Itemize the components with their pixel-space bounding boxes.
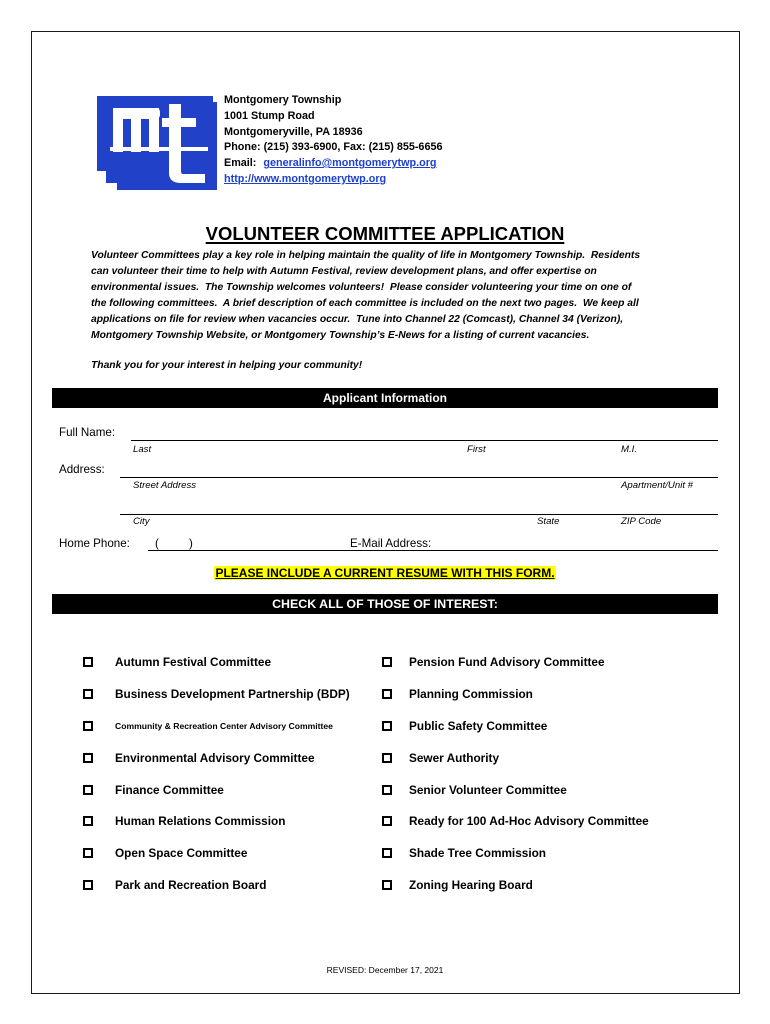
first-name-caption: First <box>467 444 486 455</box>
interest-option <box>382 774 718 806</box>
interest-option <box>382 869 718 901</box>
contact-block <box>224 93 442 188</box>
interest-option <box>83 710 378 742</box>
page-title-text: VOLUNTEER COMMITTEE APPLICATION <box>205 223 565 244</box>
township-logo-graphic <box>96 95 218 191</box>
interest-label: Human Relations Commission <box>115 814 286 829</box>
interest-label: Public Safety Committee <box>409 718 548 733</box>
last-name-caption: Last <box>133 444 152 455</box>
interest-option <box>83 837 378 869</box>
interest-checkbox[interactable] <box>83 785 93 795</box>
street-address-caption: Street Address <box>133 480 197 491</box>
interest-checkbox[interactable] <box>83 657 93 667</box>
interest-option <box>83 742 378 774</box>
intro-line: environmental issues. The Township welcomes volunteers! Please consider volunteering your time on one of <box>91 282 632 293</box>
resume-notice-text: PLEASE INCLUDE A CURRENT RESUME WITH THIS FORM. <box>215 566 555 580</box>
interest-checkbox[interactable] <box>83 816 93 826</box>
email-label: Email: <box>224 157 257 170</box>
interest-checkbox[interactable] <box>382 657 392 667</box>
interest-checkbox[interactable] <box>83 753 93 763</box>
interest-label: Community & Recreation Center Advisory Committee <box>115 720 333 731</box>
interest-label: Pension Fund Advisory Committee <box>409 654 605 669</box>
website-link[interactable]: http://www.montgomerytwp.org <box>224 172 387 185</box>
interest-option <box>83 869 378 901</box>
middle-initial-caption: M.I. <box>621 444 637 455</box>
interest-checkbox[interactable] <box>83 689 93 699</box>
interest-checkbox[interactable] <box>382 753 392 763</box>
interest-label: Open Space Committee <box>115 846 248 861</box>
interest-list-left <box>83 646 378 901</box>
interest-checkbox[interactable] <box>83 880 93 890</box>
intro-line: Montgomery Township Website, or Montgomery Township’s E-News for a listing of current vacancies. <box>91 330 590 341</box>
intro-line: applications on file for review when vacancies occur. Tune into Channel 22 (Comcast), Channel 34 (Verizon), <box>91 314 624 325</box>
interest-label: Shade Tree Commission <box>409 846 547 861</box>
interest-label: Environmental Advisory Committee <box>115 750 315 765</box>
home-phone-label: Home Phone: <box>59 537 130 550</box>
interest-label: Senior Volunteer Committee <box>409 782 567 797</box>
interest-option <box>382 710 718 742</box>
interest-label: Sewer Authority <box>409 750 500 765</box>
interest-option <box>83 678 378 710</box>
apartment-unit-caption: Apartment/Unit # <box>621 480 693 491</box>
city-state-zip: Montgomeryville, PA 18936 <box>224 125 363 138</box>
resume-notice <box>0 566 770 580</box>
interest-list-right <box>382 646 718 901</box>
intro-line: can volunteer their time to help with Autumn Festival, review development plans, and offer expertise on <box>91 266 597 277</box>
interest-option <box>83 805 378 837</box>
interest-section-header: CHECK ALL OF THOSE OF INTEREST: <box>52 594 718 614</box>
full-name-field[interactable] <box>131 426 718 441</box>
phone-fax: Phone: (215) 393-6900, Fax: (215) 855-6656 <box>224 141 443 154</box>
interest-label: Zoning Hearing Board <box>409 878 533 893</box>
interest-checkbox[interactable] <box>382 880 392 890</box>
applicant-section-header: Applicant Information <box>52 388 718 408</box>
area-code-close-paren: ) <box>189 537 193 550</box>
interest-checkbox[interactable] <box>382 689 392 699</box>
interest-option <box>83 774 378 806</box>
interest-option <box>382 678 718 710</box>
city-caption: City <box>133 516 150 527</box>
org-name: Montgomery Township <box>224 94 342 106</box>
email-address-label: E-Mail Address: <box>350 537 432 550</box>
street-address-field[interactable] <box>120 463 718 478</box>
website-line <box>224 172 442 188</box>
township-logo <box>96 95 218 191</box>
city-state-zip-field[interactable] <box>120 500 718 515</box>
street-address: 1001 Stump Road <box>224 109 315 122</box>
interest-option <box>83 646 378 678</box>
interest-label: Park and Recreation Board <box>115 878 267 893</box>
interest-option <box>382 805 718 837</box>
page-title <box>0 223 770 245</box>
interest-label: Autumn Festival Committee <box>115 654 272 669</box>
interest-option <box>382 742 718 774</box>
interest-label: Ready for 100 Ad-Hoc Advisory Committee <box>409 814 649 829</box>
thank-you-note: Thank you for your interest in helping your community! <box>91 360 363 371</box>
interest-checkbox[interactable] <box>382 848 392 858</box>
interest-checkbox[interactable] <box>83 721 93 731</box>
email-link[interactable]: generalinfo@montgomerytwp.org <box>263 157 437 170</box>
interest-label: Business Development Partnership (BDP) <box>115 686 350 701</box>
interest-option <box>382 646 718 678</box>
interest-label: Finance Committee <box>115 782 224 797</box>
interest-checkbox[interactable] <box>382 785 392 795</box>
full-name-label: Full Name: <box>59 426 116 439</box>
address-label: Address: <box>59 463 105 476</box>
interest-checkbox[interactable] <box>382 816 392 826</box>
home-phone-field[interactable] <box>148 536 349 551</box>
email-line <box>224 156 442 172</box>
interest-label: Planning Commission <box>409 686 533 701</box>
state-caption: State <box>537 516 560 527</box>
area-code-open-paren: ( <box>155 537 159 550</box>
zip-code-caption: ZIP Code <box>621 516 662 527</box>
intro-line: Volunteer Committees play a key role in helping maintain the quality of life in Montgomery Township. Residents <box>91 250 641 261</box>
interest-option <box>382 837 718 869</box>
intro-paragraph <box>91 248 640 344</box>
revision-date: REVISED: December 17, 2021 <box>326 965 444 975</box>
interest-checkbox[interactable] <box>83 848 93 858</box>
intro-line: the following committees. A brief description of each committee is included on the next two pages. We keep all <box>91 298 639 309</box>
interest-checkbox[interactable] <box>382 721 392 731</box>
